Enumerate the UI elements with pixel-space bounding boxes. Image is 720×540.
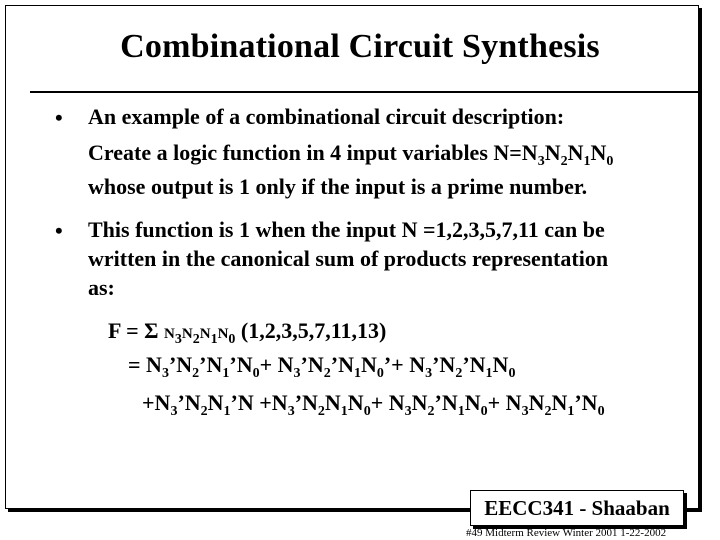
course-label: EECC341 - Shaaban (470, 490, 684, 526)
footer-note: #49 Midterm Review Winter 2001 1-22-2002 (466, 527, 667, 539)
bullet-marker: • (55, 218, 63, 243)
bullet2-line2: written in the canonical sum of products representation (88, 246, 609, 271)
formula-line2: = $N_3’N_2’N_1’N_0+$ $N_3’N_2’N_1N_0’+$ $N_3’N_2’N_1N_0$ (128, 352, 516, 381)
bullet-marker: • (55, 105, 63, 130)
bullet2-line1: This function is 1 when the input N =1,2,3,5,7,11 can be (88, 217, 605, 242)
bullet1-line1: An example of a combinational circuit description: (88, 104, 565, 129)
formula-line1: F = Σ $N_3N_2N_1N_0$ (1,2,3,5,7,11,13) (108, 318, 387, 347)
bullet2-line3: as: (88, 275, 115, 300)
bullet1-line3: whose output is 1 only if the input is a prime number. (88, 174, 588, 199)
slide-title: Combinational Circuit Synthesis (120, 28, 600, 65)
bullet1-line2: Create a logic function in 4 input variables $N=N_3N_2N_1N_0$ (88, 140, 614, 169)
formula-line3: $+N_3’N_2N_1’N$ $+N_3’N_2N_1N_0+$ $N_3N_2’N_1N_0+$ $N_3N_2N_1’N_0$ (142, 390, 605, 419)
title-divider (30, 91, 700, 93)
